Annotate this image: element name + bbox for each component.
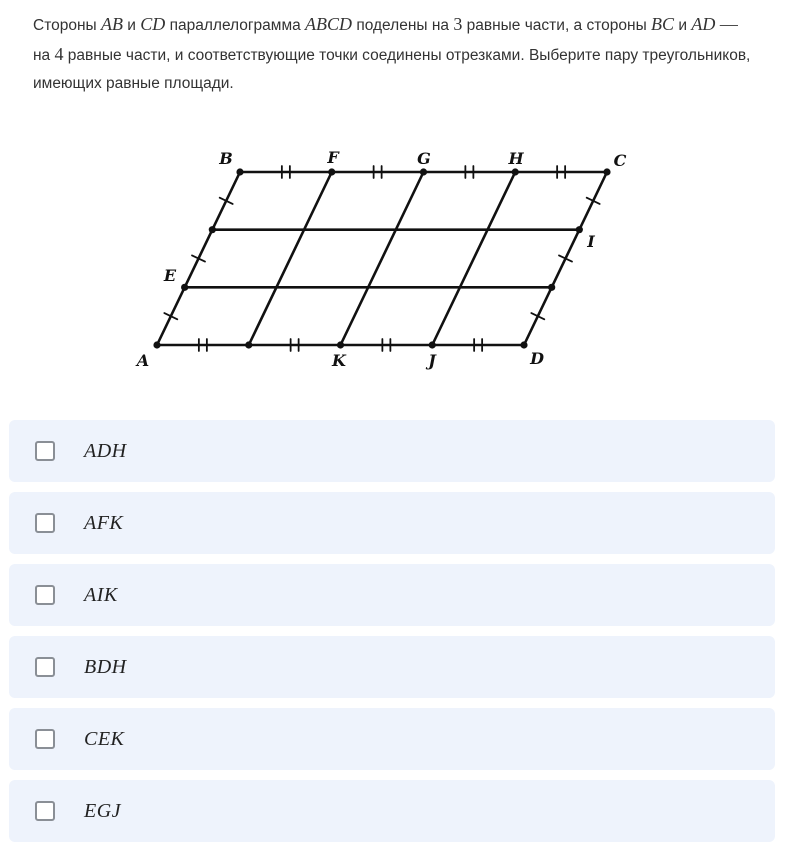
vertex-point <box>209 226 216 233</box>
option-3[interactable] <box>9 564 775 626</box>
vertex-point <box>337 341 344 348</box>
vertex-point <box>548 284 555 291</box>
question-segment: равные части, и соответствующие точки соединены отрезками. Выберите пару треугольников, имеющих равные площади. <box>33 47 751 92</box>
option-label: AIK <box>84 583 118 606</box>
question-segment: — <box>715 14 738 34</box>
question-segment: параллелограмма <box>165 17 306 34</box>
checkbox[interactable] <box>35 585 55 605</box>
point-label-d: D <box>530 349 544 368</box>
checkbox[interactable] <box>35 441 55 461</box>
option-label: CEK <box>84 727 125 750</box>
point-label-f: F <box>327 148 339 167</box>
option-label: ADH <box>84 439 127 462</box>
parallelogram-diagram <box>0 130 793 380</box>
vertex-point <box>153 341 160 348</box>
checkbox[interactable] <box>35 729 55 749</box>
question-segment: на <box>33 47 55 64</box>
parallelogram-figure <box>0 130 793 380</box>
vertex-point <box>603 168 610 175</box>
vertex-point <box>420 168 427 175</box>
point-label-c: C <box>613 151 627 170</box>
point-label-k: K <box>332 351 346 370</box>
question-segment: AD <box>691 14 716 34</box>
vertex-point <box>576 226 583 233</box>
vertex-point <box>328 168 335 175</box>
option-6[interactable] <box>9 780 775 842</box>
answer-options <box>9 420 775 852</box>
checkbox[interactable] <box>35 513 55 533</box>
vertex-point <box>181 284 188 291</box>
point-label-j: J <box>428 351 436 370</box>
question-segment: CD <box>140 14 166 34</box>
option-2[interactable] <box>9 492 775 554</box>
option-1[interactable] <box>9 420 775 482</box>
segment-f-slanted <box>249 172 332 345</box>
checkbox[interactable] <box>35 657 55 677</box>
option-label: AFK <box>84 511 124 534</box>
question-segment: 4 <box>54 44 64 64</box>
point-label-g: G <box>417 149 431 168</box>
question-segment: BC <box>651 14 675 34</box>
question-segment: равные части, а стороны <box>462 17 652 34</box>
question-text <box>33 10 758 98</box>
question-segment: 3 <box>453 14 463 34</box>
vertex-point <box>512 168 519 175</box>
point-label-a: A <box>136 351 150 370</box>
segment-kg <box>341 172 424 345</box>
question-segment: поделены на <box>352 17 454 34</box>
option-5[interactable] <box>9 708 775 770</box>
question-segment: AB <box>101 14 123 34</box>
checkbox[interactable] <box>35 801 55 821</box>
option-4[interactable] <box>9 636 775 698</box>
point-label-i: I <box>587 232 595 251</box>
question-segment: ABCD <box>305 14 353 34</box>
question-segment: и <box>123 17 141 34</box>
vertex-point <box>429 341 436 348</box>
point-label-e: E <box>163 266 177 285</box>
option-label: BDH <box>84 655 127 678</box>
vertex-point <box>245 341 252 348</box>
question-segment: Стороны <box>33 17 101 34</box>
segment-jh <box>432 172 515 345</box>
vertex-point <box>520 341 527 348</box>
option-label: EGJ <box>84 799 122 822</box>
point-label-b: B <box>219 149 233 168</box>
point-label-h: H <box>508 149 524 168</box>
question-segment: и <box>674 17 692 34</box>
vertex-point <box>236 168 243 175</box>
